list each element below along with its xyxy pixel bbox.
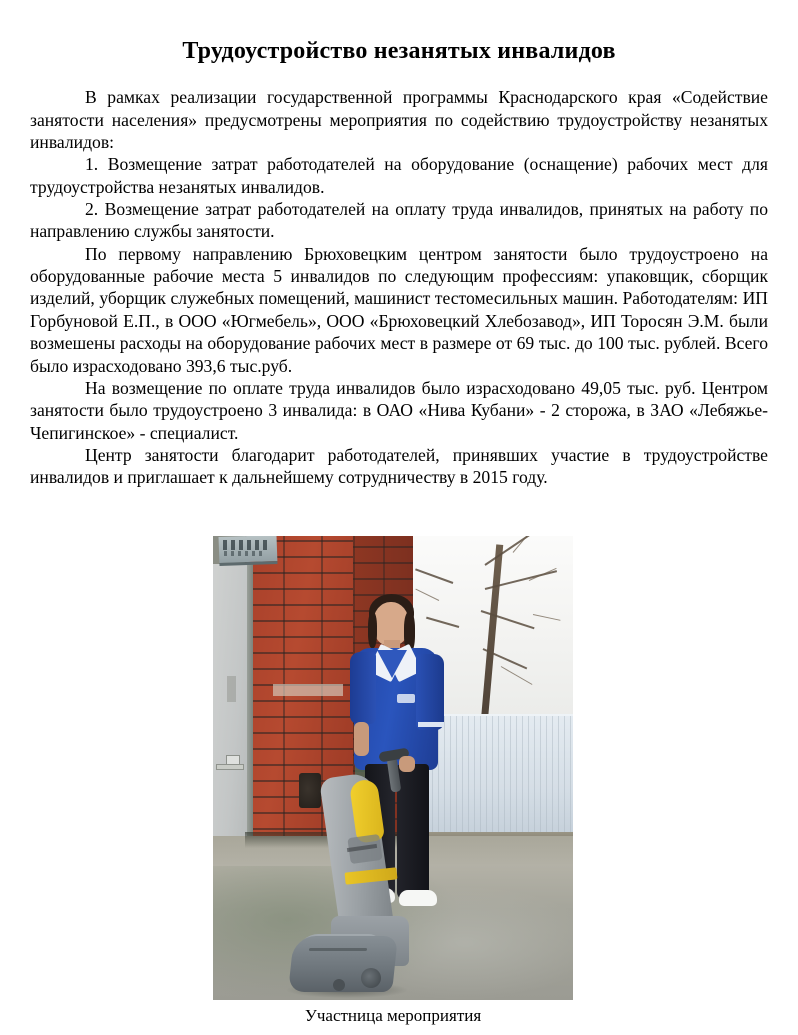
figure-caption: Участница мероприятия <box>304 1006 482 1025</box>
paragraph-item-2: 2. Возмещение затрат работодателей на оплату труда инвалидов, принятых на работу по направлению службы занятости. <box>30 199 768 242</box>
uniform-sleeve <box>350 652 376 724</box>
paragraph-item-1: 1. Возмещение затрат работодателей на оборудование (оснащение) рабочих мест для трудоустройства незанятых инвалидов. <box>30 154 768 197</box>
document-body <box>30 86 768 488</box>
floor-scrubber-wheel <box>333 979 345 991</box>
person-hair-side <box>368 612 377 648</box>
mortar-patch <box>273 684 343 696</box>
paragraph-direction-1-results: По первому направлению Брюховецким центром занятости было трудоустроено на оборудованные рабочие места 5 инвалидов по следующим профессиям: упаковщик, сборщик изделий, уборщик служебных помещений, машинист тестомесильных машин. Работодателям: ИП Горбуновой Е.П., в ООО «Югмебель», ООО «Брюховецкий Хлебозавод», ИП Торосян Э.М. были возмешены расходы на оборудование рабочих мест в размере от 69 тыс. до 100 тыс. рублей. Всего было израсходовано 393,6 тыс.руб. <box>30 243 768 376</box>
person-hand <box>399 756 415 772</box>
door-handle-bar <box>216 764 244 770</box>
person-shoe <box>399 890 437 906</box>
floor-scrubber-wheel <box>361 968 381 988</box>
uniform-cuff <box>418 722 444 727</box>
page-title: Трудоустройство незанятых инвалидов <box>182 38 616 64</box>
figure-event-participant <box>213 536 573 1026</box>
brick-cavity <box>299 773 321 808</box>
paragraph-direction-2-results: На возмещение по оплате труда инвалидов было израсходовано 49,05 тыс. руб. Центром занятости было трудоустроено 3 инвалида: в ОАО «Нива Кубани» - 2 сторожа, в ЗАО «Лебяжье-Чепигинское» - специалист. <box>30 377 768 443</box>
uniform-chest-logo <box>397 694 415 703</box>
person-forearm <box>354 722 369 756</box>
wall-sign-subtext <box>224 551 266 556</box>
uniform-sleeve <box>416 654 444 730</box>
person-trouser-leg <box>397 764 429 900</box>
paragraph-intro: В рамках реализации государственной программы Краснодарского края «Содействие занятости населения» предусмотрены мероприятия по содействию трудоустройству незанятых инвалидов: <box>30 87 768 153</box>
door-scuff <box>227 676 236 702</box>
floor-scrubber-base-seam <box>309 948 367 951</box>
paragraph-closing: Центр занятости благодарит работодателей, принявших участие в трудоустройстве инвалидов и приглашает к дальнейшему сотрудничеству в 2015 году. <box>30 444 768 488</box>
photograph <box>213 536 573 1000</box>
wall-sign-text <box>223 540 271 550</box>
